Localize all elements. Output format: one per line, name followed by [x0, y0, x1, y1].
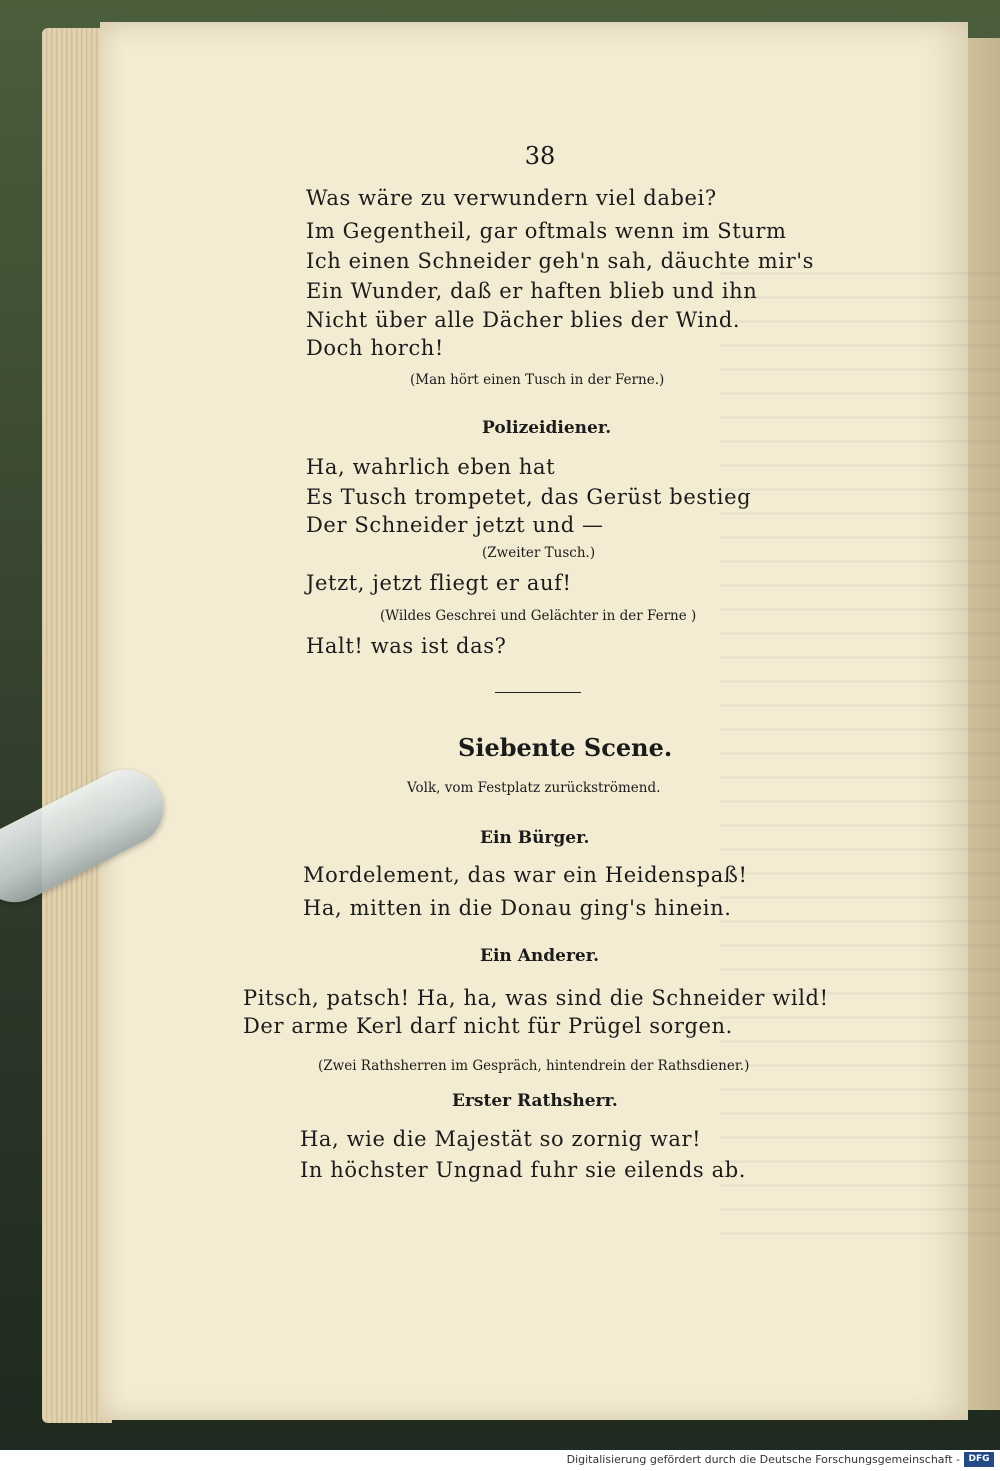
speaker-name: Ein Bürger.	[480, 828, 590, 848]
verse-line: Pitsch, patsch! Ha, ha, was sind die Schneider wild!	[243, 986, 829, 1010]
speaker-name: Erster Rathsherr.	[452, 1091, 618, 1111]
verse-line: Mordelement, das war ein Heidenspaß!	[303, 863, 748, 887]
verse-line: Im Gegentheil, gar oftmals wenn im Sturm	[306, 219, 787, 243]
verse-line: Halt! was ist das?	[306, 634, 507, 658]
verse-line: Ein Wunder, daß er haften blieb und ihn	[306, 279, 758, 303]
speaker-name: Ein Anderer.	[480, 946, 600, 966]
stage-direction: (Wildes Geschrei und Gelächter in der Ferne )	[380, 608, 697, 624]
stage-direction: (Zweiter Tusch.)	[482, 545, 596, 561]
page-number: 38	[524, 142, 556, 170]
stage-direction: (Zwei Rathsherren im Gespräch, hintendrein der Rathsdiener.)	[318, 1058, 750, 1074]
verse-line: Ha, wahrlich eben hat	[306, 455, 556, 479]
verse-line: Es Tusch trompetet, das Gerüst bestieg	[306, 485, 752, 509]
verse-line: Doch horch!	[306, 336, 444, 360]
verse-line: Der arme Kerl darf nicht für Prügel sorgen.	[243, 1014, 733, 1038]
speaker-name: Polizeidiener.	[482, 418, 612, 438]
scene-divider	[495, 692, 581, 693]
bleed-through-text	[720, 252, 1000, 1252]
scene-title: Siebente Scene.	[458, 733, 673, 762]
scene-subtitle: Volk, vom Festplatz zurückströmend.	[407, 780, 661, 796]
verse-line: In höchster Ungnad fuhr sie eilends ab.	[300, 1158, 747, 1182]
verse-line: Ha, mitten in die Donau ging's hinein.	[303, 896, 732, 920]
verse-line: Jetzt, jetzt fliegt er auf!	[306, 571, 572, 595]
verse-line: Was wäre zu verwundern viel dabei?	[306, 186, 717, 210]
dfg-logo: DFG	[964, 1452, 994, 1467]
stage-direction: (Man hört einen Tusch in der Ferne.)	[410, 372, 665, 388]
verse-line: Nicht über alle Dächer blies der Wind.	[306, 308, 741, 332]
verse-line: Der Schneider jetzt und —	[306, 513, 604, 537]
verse-line: Ha, wie die Majestät so zornig war!	[300, 1127, 702, 1151]
funding-notice: Digitalisierung gefördert durch die Deutsche Forschungsgemeinschaft -	[566, 1453, 960, 1466]
verse-line: Ich einen Schneider geh'n sah, däuchte mir's	[306, 249, 814, 273]
